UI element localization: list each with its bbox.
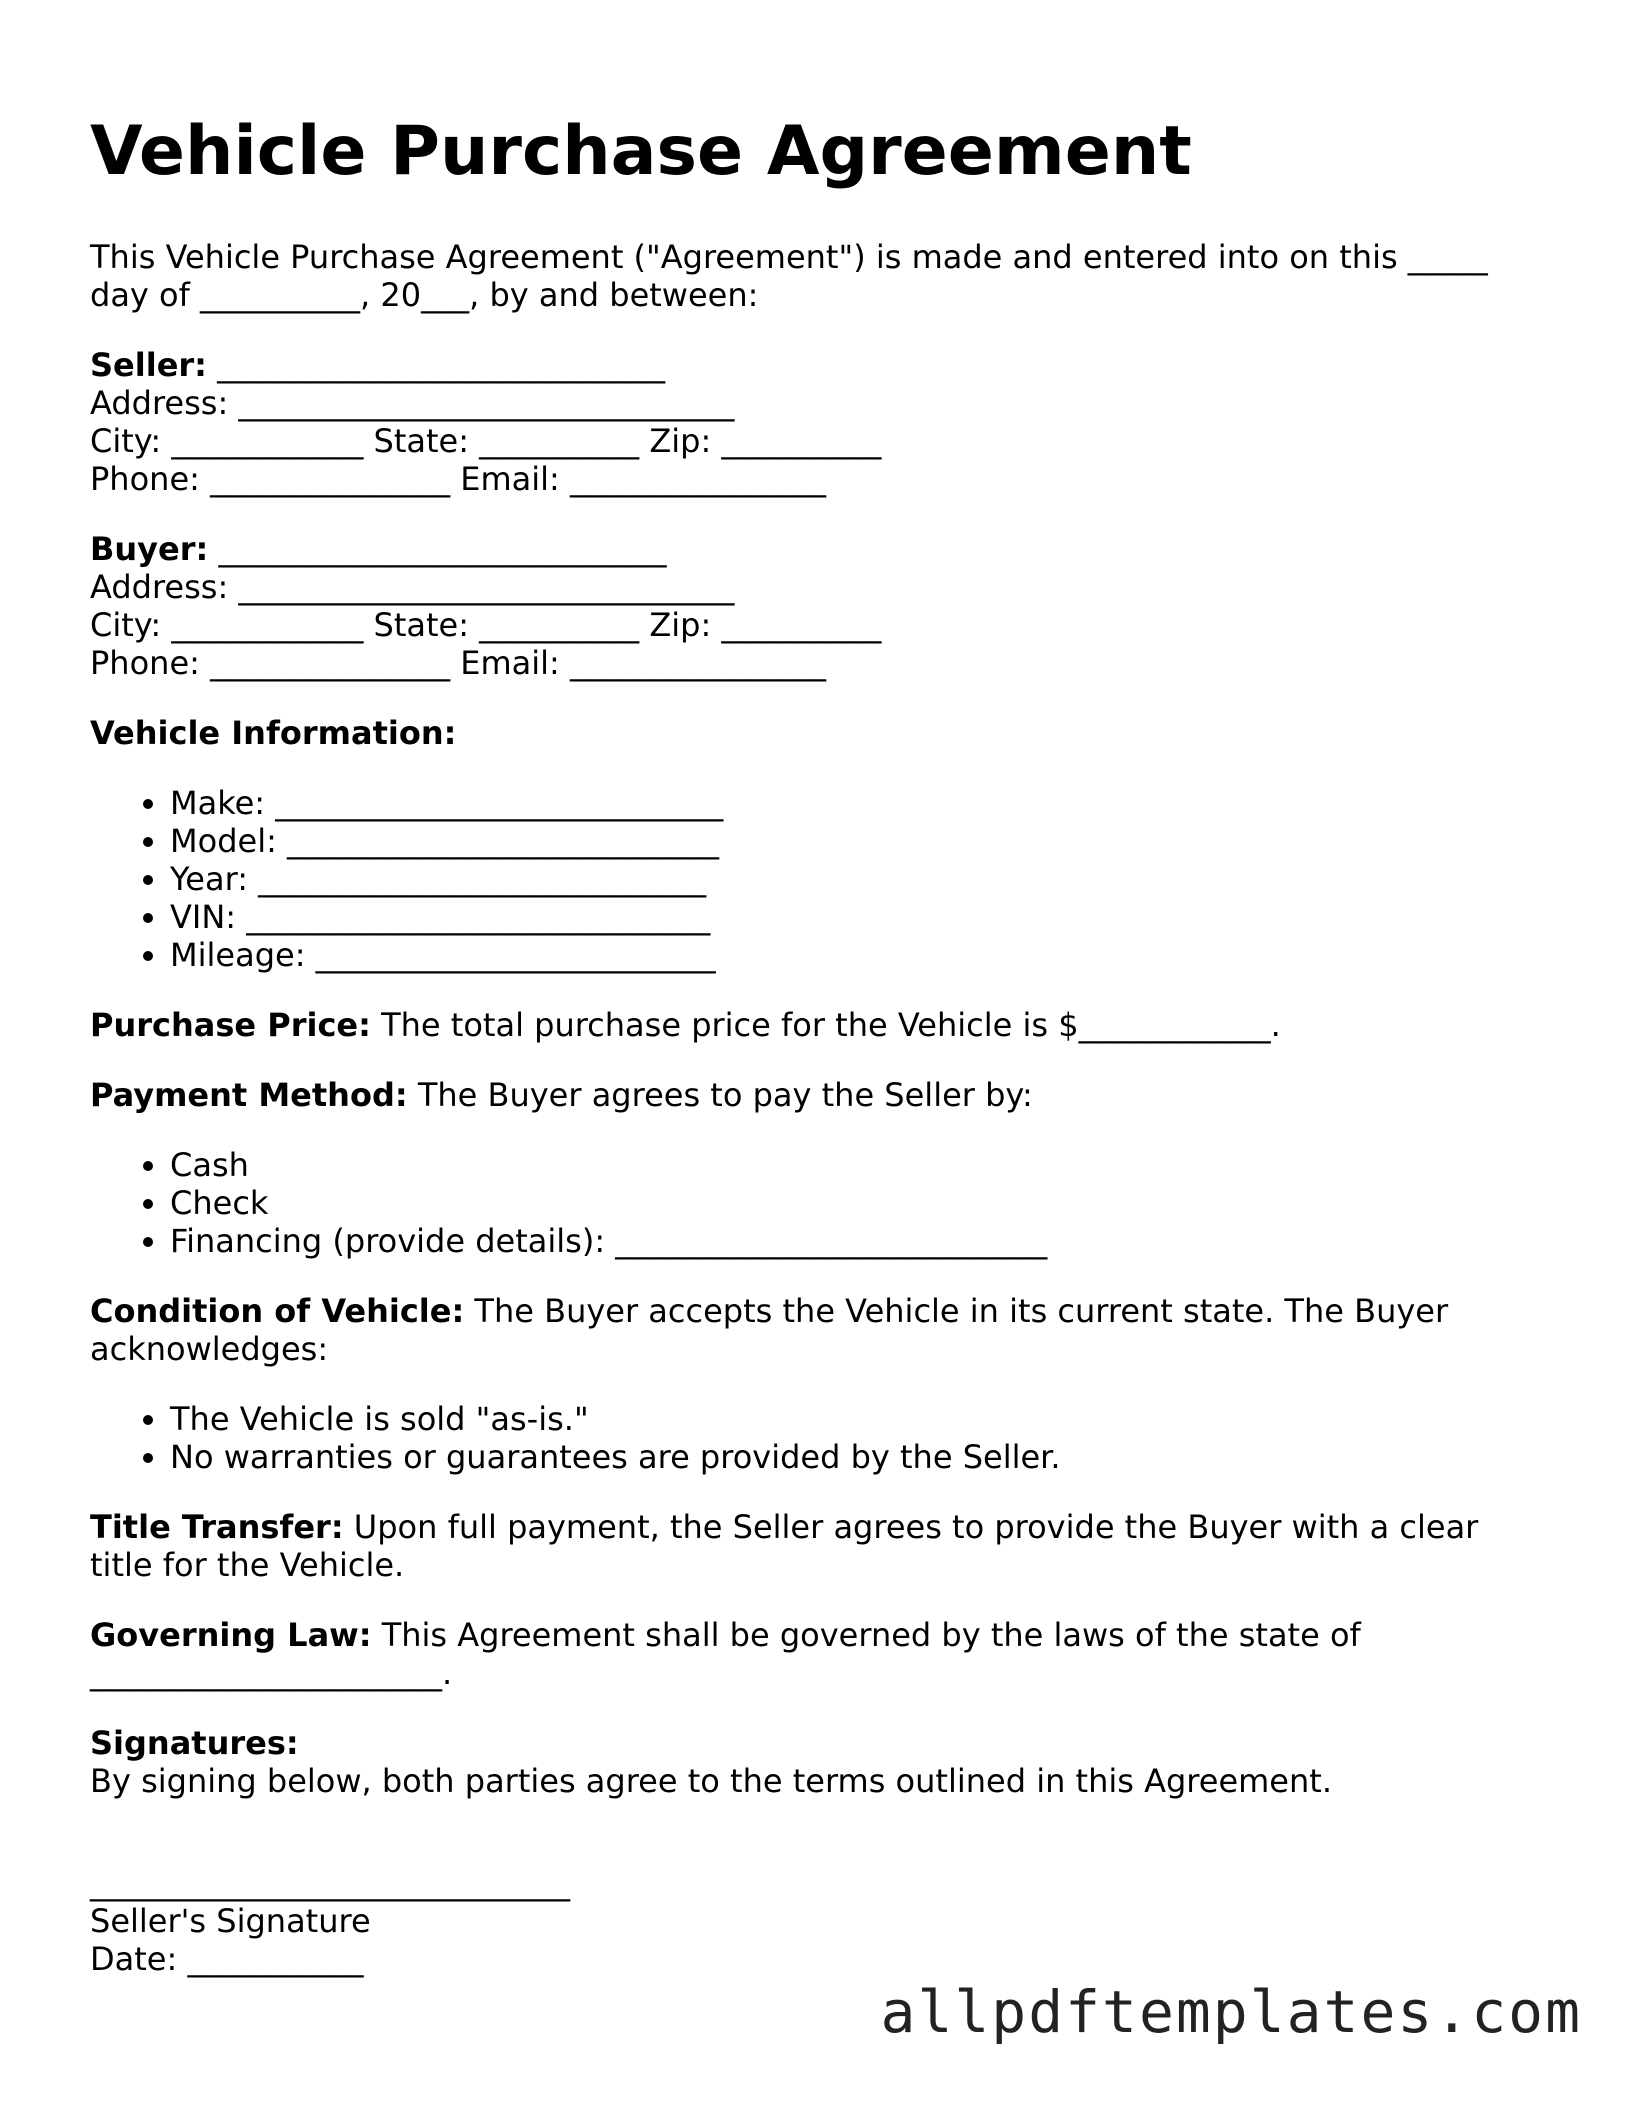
vehicle-vin-field[interactable]: • VIN: _____________________________: [170, 898, 1530, 936]
signatures-section: [90, 1724, 1530, 1978]
payment-option-financing-field[interactable]: • Financing (provide details): ___________________________: [170, 1222, 1530, 1260]
payment-option-cash: • Cash: [170, 1146, 1530, 1184]
buyer-address-field[interactable]: Address: _______________________________: [90, 568, 735, 606]
vehicle-make-field[interactable]: • Make: ____________________________: [170, 784, 1530, 822]
condition-list: [90, 1400, 1530, 1476]
vehicle-year-field[interactable]: • Year: ____________________________: [170, 860, 1530, 898]
purchase-price-field[interactable]: The total purchase price for the Vehicle is $____________.: [370, 1006, 1281, 1044]
purchase-price-label: Purchase Price:: [90, 1006, 371, 1044]
document-title: Vehicle Purchase Agreement: [90, 112, 1192, 191]
signatures-label: Signatures:: [90, 1724, 299, 1762]
condition-label: Condition of Vehicle:: [90, 1292, 465, 1330]
buyer-label: Buyer:: [90, 530, 209, 568]
seller-signature-field[interactable]: ______________________________: [90, 1864, 570, 1902]
condition-item: • The Vehicle is sold "as-is.": [170, 1400, 1530, 1438]
buyer-name-field[interactable]: ____________________________: [208, 530, 667, 568]
intro-line-1: This Vehicle Purchase Agreement ("Agreement") is made and entered into on this _____: [90, 238, 1488, 276]
seller-signature-date-field[interactable]: Date: ___________: [90, 1940, 364, 1978]
governing-law-label: Governing Law:: [90, 1616, 372, 1654]
title-transfer-paragraph: Title Transfer: Upon full payment, the Seller agrees to provide the Buyer with a clear title for the Vehicle.: [90, 1508, 1479, 1584]
watermark-logo: allpdftemplates.com: [880, 1978, 1582, 2046]
payment-method-label: Payment Method:: [90, 1076, 408, 1114]
payment-method-list: [90, 1146, 1530, 1260]
seller-city-state-zip-field[interactable]: City: ____________ State: __________ Zip: __________: [90, 422, 882, 460]
buyer-phone-email-field[interactable]: Phone: _______________ Email: ________________: [90, 644, 826, 682]
governing-law-state-field[interactable]: ______________________.: [90, 1654, 453, 1692]
payment-option-check: • Check: [170, 1184, 1530, 1222]
vehicle-info-heading: Vehicle Information:: [90, 714, 457, 752]
document-body: [90, 112, 1530, 2010]
seller-name-field[interactable]: ____________________________: [206, 346, 666, 384]
buyer-name-line: [90, 530, 1530, 568]
intro-line-2: day of __________, 20___, by and between:: [90, 276, 759, 314]
vehicle-model-field[interactable]: • Model: ___________________________: [170, 822, 1530, 860]
seller-label: Seller:: [90, 346, 207, 384]
seller-name-line: [90, 346, 1530, 384]
condition-paragraph: Condition of Vehicle: The Buyer accepts the Vehicle in its current state. The Buyer acknowledges:: [90, 1292, 1449, 1368]
vehicle-mileage-field[interactable]: • Mileage: _________________________: [170, 936, 1530, 974]
seller-block: [90, 346, 1530, 498]
signatures-text: By signing below, both parties agree to the terms outlined in this Agreement.: [90, 1762, 1332, 1800]
buyer-city-state-zip-field[interactable]: City: ____________ State: __________ Zip: __________: [90, 606, 882, 644]
governing-law-paragraph: Governing Law: This Agreement shall be governed by the laws of the state of ______________________.: [90, 1616, 1530, 1692]
condition-item: • No warranties or guarantees are provided by the Seller.: [170, 1438, 1530, 1476]
payment-method-paragraph: Payment Method: The Buyer agrees to pay the Seller by:: [90, 1076, 1033, 1114]
title-transfer-label: Title Transfer:: [90, 1508, 344, 1546]
seller-signature-caption: Seller's Signature: [90, 1902, 371, 1940]
intro-paragraph: [90, 238, 1530, 314]
vehicle-info-list: [90, 784, 1530, 974]
seller-address-field[interactable]: Address: _______________________________: [90, 384, 735, 422]
seller-phone-email-field[interactable]: Phone: _______________ Email: ________________: [90, 460, 826, 498]
buyer-block: [90, 530, 1530, 682]
purchase-price-paragraph: [90, 1006, 1530, 1044]
